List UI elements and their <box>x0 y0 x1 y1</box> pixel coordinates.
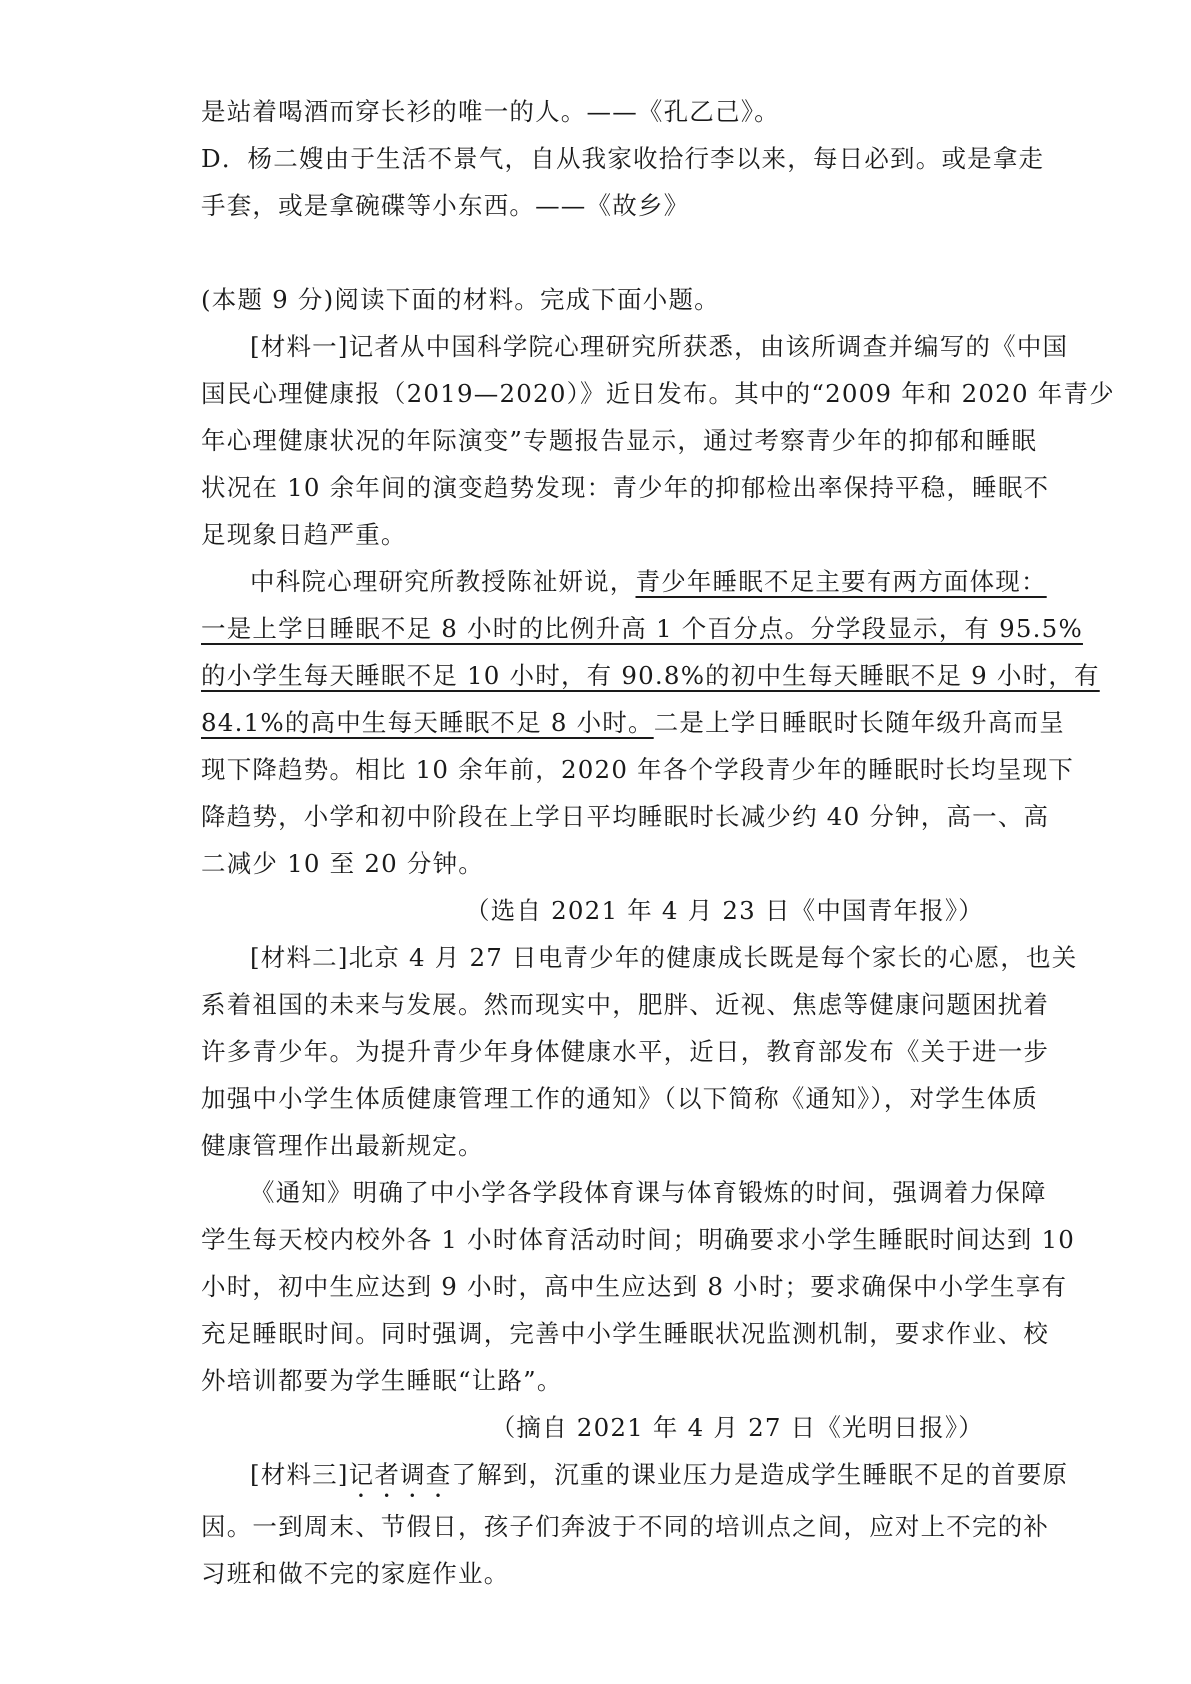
material1-p2-line <box>201 699 1065 746</box>
question-header: (本题 9 分)阅读下面的材料。完成下面小题。 <box>201 285 720 314</box>
plain-text: [材料三] <box>250 1460 349 1489</box>
plain-text: 了解到，沉重的课业压力是造成学生睡眠不足的首要原 <box>451 1460 1069 1489</box>
material1-p2-line <box>201 605 1083 652</box>
material2-line: 系着祖国的未来与发展。然而现实中，肥胖、近视、焦虑等健康问题困扰着 <box>201 990 1050 1019</box>
material1-line: 二减少 10 至 20 分钟。 <box>201 849 485 878</box>
spacer <box>201 229 996 276</box>
material1-line: 足现象日趋严重。 <box>201 520 407 549</box>
option-d-line: 手套，或是拿碗碟等小东西。——《故乡》 <box>201 191 690 220</box>
plain-text: 中科院心理研究所教授陈祉妍说， <box>250 567 636 596</box>
material1-line: 现下降趋势。相比 10 余年前，2020 年各个学段青少年的睡眠时长均呈现下 <box>201 755 1074 784</box>
plain-text: 二是上学日睡眠时长随年级升高而呈 <box>653 708 1065 737</box>
material2-line: 《通知》明确了中小学各学段体育课与体育锻炼的时间，强调着力保障 <box>250 1178 1047 1207</box>
material3-line: 因。一到周末、节假日，孩子们奔波于不同的培训点之间，应对上不完的补 <box>201 1512 1050 1541</box>
source-citation: （选自 2021 年 4 月 23 日《中国青年报》） <box>465 896 984 925</box>
material2-line: 充足睡眠时间。同时强调，完善中小学生睡眠状况监测机制，要求作业、校 <box>201 1319 1050 1348</box>
underlined-text: 84.1%的高中生每天睡眠不足 8 小时。 <box>201 708 654 737</box>
material1-p2-line <box>201 558 1047 605</box>
material2-line: 许多青少年。为提升青少年身体健康水平，近日，教育部发布《关于进一步 <box>201 1037 1050 1066</box>
material1-line: 年心理健康状况的年际演变”专题报告显示，通过考察青少年的抑郁和睡眠 <box>201 426 1038 455</box>
document-page <box>201 88 1115 1597</box>
material2-line: 小时，初中生应达到 9 小时，高中生应达到 8 小时；要求确保中小学生享有 <box>201 1272 1068 1301</box>
source-citation: （摘自 2021 年 4 月 27 日《光明日报》） <box>490 1413 984 1442</box>
option-d-line: D．杨二嫂由于生活不景气，自从我家收拾行李以来，每日必到。或是拿走 <box>201 144 1045 173</box>
material1-line: [材料一]记者从中国科学院心理研究所获悉，由该所调查并编写的《中国 <box>250 332 1069 361</box>
material3-line: 习班和做不完的家庭作业。 <box>201 1559 510 1588</box>
material1-line: 状况在 10 余年间的演变趋势发现：青少年的抑郁检出率保持平稳，睡眠不 <box>201 473 1050 502</box>
material1-line: 国民心理健康报（2019—2020）》近日发布。其中的“2009 年和 2020 年青少 <box>201 379 1115 408</box>
material2-line: 健康管理作出最新规定。 <box>201 1131 484 1160</box>
material3-line <box>201 1451 1069 1503</box>
material2-line: 加强中小学生体质健康管理工作的通知》（以下简称《通知》），对学生体质 <box>201 1084 1039 1113</box>
underlined-text: 青少年睡眠不足主要有两方面体现： <box>635 567 1047 596</box>
underlined-text: 的小学生每天睡眠不足 10 小时，有 90.8%的初中生每天睡眠不足 9 小时，有 <box>201 661 1100 690</box>
text-line: 是站着喝酒而穿长衫的唯一的人。——《孔乙己》。 <box>201 97 780 126</box>
material2-line: 外培训都要为学生睡眠“让路”。 <box>201 1366 563 1395</box>
underlined-text: 一是上学日睡眠不足 8 小时的比例升高 1 个百分点。分学段显示，有 95.5% <box>201 614 1083 643</box>
emphasis-dotted-text: 记者调查 <box>348 1460 452 1489</box>
material1-line: 降趋势，小学和初中阶段在上学日平均睡眠时长减少约 40 分钟，高一、高 <box>201 802 1050 831</box>
material2-line: 学生每天校内校外各 1 小时体育活动时间；明确要求小学生睡眠时间达到 10 <box>201 1225 1076 1254</box>
material2-line: [材料二]北京 4 月 27 日电青少年的健康成长既是每个家长的心愿，也关 <box>250 943 1078 972</box>
material1-p2-line <box>201 652 1100 699</box>
